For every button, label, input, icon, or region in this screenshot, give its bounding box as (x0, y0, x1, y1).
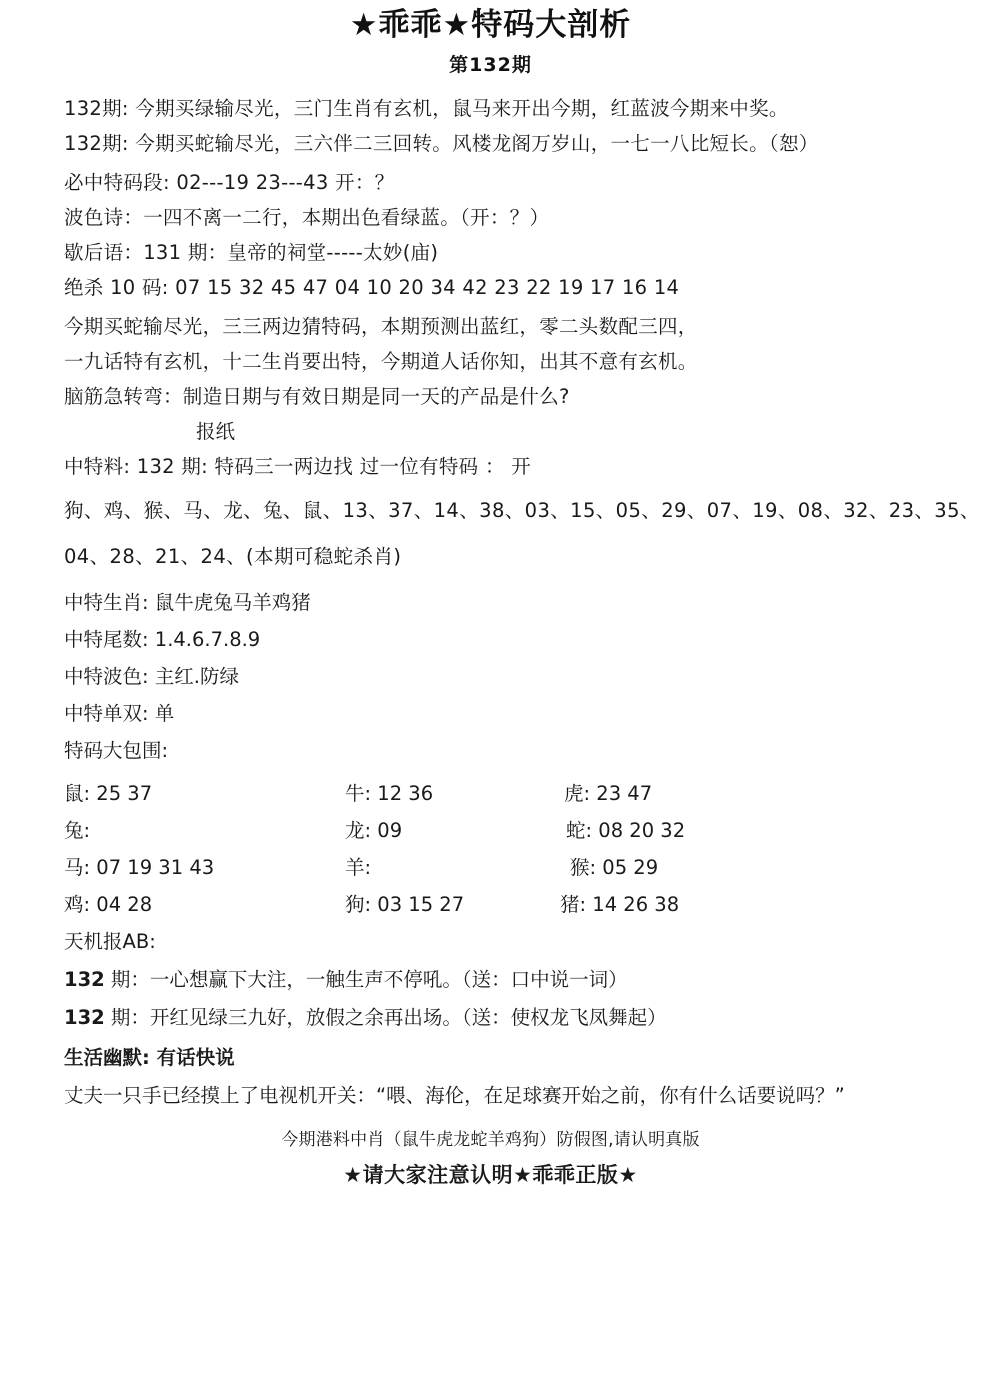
page-title: ★乖乖★特码大剖析 (349, 7, 632, 43)
baowei-cell (345, 812, 560, 849)
humor-body: 丈夫一只手已经摸上了电视机开关：“喂、海伦，在足球赛开始之前，你有什么话要说吗？” (64, 1083, 845, 1107)
verse-line-2: 132期: 今期买蛇输尽光，三六伴二三回转。风楼龙阁万岁山，一七一八比短长。（恕） (64, 131, 819, 155)
baowei-zodiac: 牛: (345, 781, 372, 805)
attr-wave-color-label: 中特波色: (64, 664, 149, 688)
newspaper-label: 报纸 (196, 419, 236, 443)
tianji-line-2-issue: 132 (64, 1005, 105, 1029)
baowei-cell (345, 849, 560, 886)
baowei-zodiac: 龙: (345, 818, 372, 842)
baowei-cell (560, 849, 658, 886)
baowei-numbers: 05 29 (602, 855, 659, 879)
attr-tail-row (64, 621, 941, 658)
attr-zodiac-value: 鼠牛虎兔马羊鸡猪 (154, 590, 311, 614)
baowei-cell (560, 886, 679, 923)
attr-zodiac-label: 中特生肖: (64, 590, 149, 614)
picks-line-2: 04、28、21、24、(本期可稳蛇杀肖) (64, 544, 402, 568)
baowei-numbers: 03 15 27 (377, 892, 465, 916)
baowei-zodiac: 兔: (64, 818, 91, 842)
zhongtel-line: 中特料: 132 期: 特码三一两边找 过一位有特码 ： 开 (64, 454, 532, 478)
baowei-numbers: 04 28 (96, 892, 153, 916)
baowei-numbers: 08 20 32 (598, 818, 686, 842)
tianji-title: 天机报AB: (64, 929, 156, 953)
baowei-cell (64, 849, 345, 886)
baowei-cell (345, 775, 560, 812)
bose-poem-line: 波色诗：一四不离一二行，本期出色看绿蓝。（开：？） (64, 205, 550, 229)
forecast-line-2: 一九话特有玄机，十二生肖要出特，今期道人话你知，出其不意有玄机。 (64, 349, 698, 373)
bizhong-temaduan-line: 必中特码段: 02---19 23---43 开：？ (64, 170, 395, 194)
attr-odd-even-label: 中特单双: (64, 701, 149, 725)
baowei-cell (345, 886, 560, 923)
attr-tail-label: 中特尾数: (64, 627, 149, 651)
baowei-zodiac: 鸡: (64, 892, 91, 916)
baowei-numbers: 07 19 31 43 (96, 855, 215, 879)
juesha-10ma-line: 绝杀 10 码: 07 15 32 45 47 04 10 20 34 42 23 22 19 17 16 14 (64, 275, 680, 299)
riddle-line: 脑筋急转弯：制造日期与有效日期是同一天的产品是什么? (64, 384, 570, 408)
baowei-zodiac: 羊: (345, 855, 372, 879)
baowei-cell (560, 812, 685, 849)
baowei-row (64, 775, 941, 812)
verse-line-1: 132期: 今期买绿输尽光，三门生肖有玄机，鼠马来开出今期，红蓝波今期来中奖。 (64, 96, 789, 120)
tianji-line-1 (64, 961, 941, 999)
attr-tail-value: 1.4.6.7.8.9 (154, 627, 261, 651)
baowei-cell (560, 775, 652, 812)
baowei-zodiac: 鼠: (64, 781, 91, 805)
baowei-row (64, 812, 941, 849)
issue-subtitle: 第132期 (449, 53, 532, 76)
baowei-numbers: 14 26 38 (592, 892, 680, 916)
baowei-cell (64, 886, 345, 923)
attr-zodiac-row (64, 584, 941, 621)
baowei-title: 特码大包围: (64, 738, 169, 762)
tianji-line-1-issue: 132 (64, 967, 105, 991)
baowei-numbers: 12 36 (377, 781, 434, 805)
baowei-numbers: 23 47 (596, 781, 653, 805)
content-body (0, 91, 981, 1115)
baowei-zodiac: 马: (64, 855, 91, 879)
attr-odd-even-value: 单 (154, 701, 175, 725)
baowei-numbers: 25 37 (96, 781, 153, 805)
baowei-zodiac: 虎: (564, 781, 591, 805)
baowei-cell (64, 812, 345, 849)
baowei-zodiac: 猪: (560, 892, 587, 916)
baowei-grid (64, 775, 941, 923)
baowei-numbers: 09 (377, 818, 403, 842)
humor-heading: 生活幽默: 有话快说 (64, 1045, 235, 1069)
tianji-line-2-text: 期：开红见绿三九好，放假之余再出场。（送：使权龙飞凤舞起） (110, 1005, 667, 1029)
footer-note: 今期港料中肖（鼠牛虎龙蛇羊鸡狗）防假图,请认明真版 (281, 1129, 700, 1150)
attr-wave-color-value: 主红.防绿 (154, 664, 239, 688)
xiehouyu-line: 歇后语：131 期：皇帝的祠堂-----太妙(庙) (64, 240, 439, 264)
tianji-line-1-text: 期：一心想赢下大注，一触生声不停吼。（送：口中说一词） (110, 967, 628, 991)
baowei-zodiac: 蛇: (566, 818, 593, 842)
attr-wave-color-row (64, 658, 941, 695)
baowei-row (64, 849, 941, 886)
footer-brand: ★请大家注意认明★乖乖正版★ (343, 1162, 638, 1187)
tianji-line-2 (64, 999, 941, 1037)
forecast-line-1: 今期买蛇输尽光，三三两边猜特码，本期预测出蓝红，零二头数配三四， (64, 314, 698, 338)
attr-odd-even-row (64, 695, 941, 732)
baowei-row (64, 886, 941, 923)
baowei-cell (64, 775, 345, 812)
picks-line-1: 狗、鸡、猴、马、龙、兔、鼠、13、37、14、38、03、15、05、29、07、19、08、32、23、35、 (64, 498, 980, 522)
baowei-zodiac: 狗: (345, 892, 372, 916)
baowei-zodiac: 猴: (570, 855, 597, 879)
